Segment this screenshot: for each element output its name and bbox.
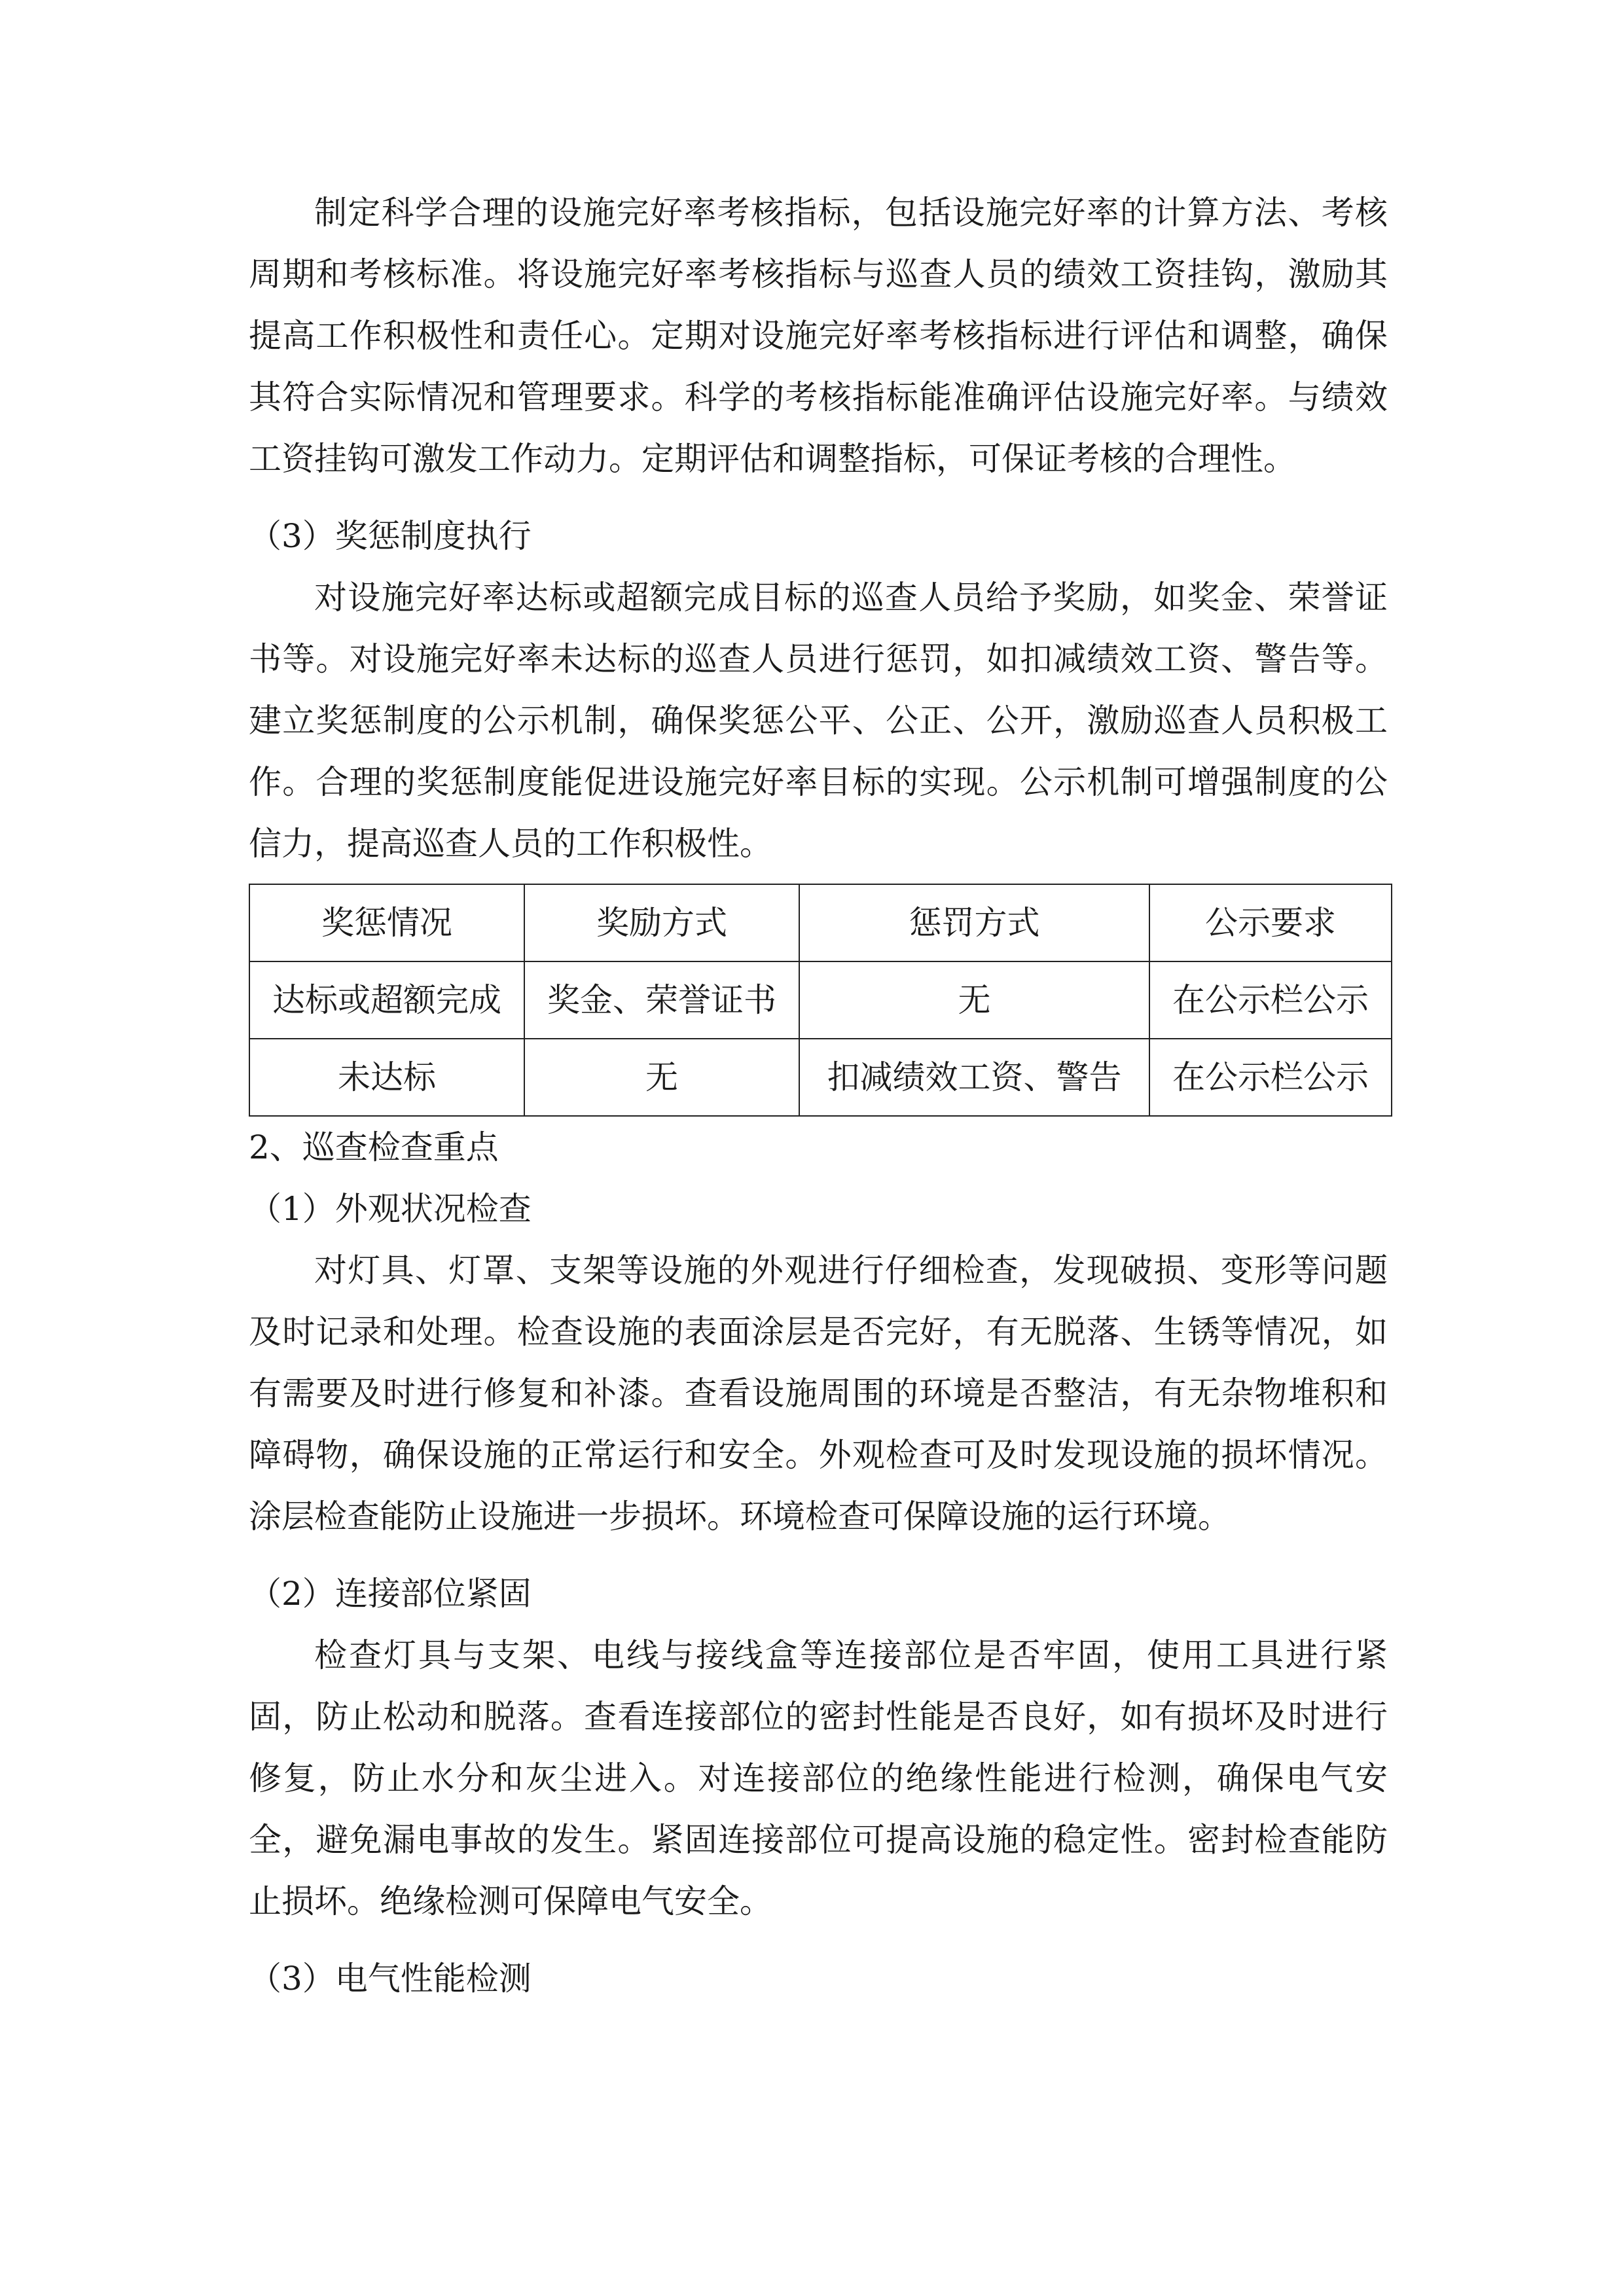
table-cell: 无	[799, 961, 1149, 1039]
connection-paragraph: 检查灯具与支架、电线与接线盒等连接部位是否牢固，使用工具进行紧固，防止松动和脱落。查看连接部位的密封性能是否良好，如有损坏及时进行修复，防止水分和灰尘进入。对连接部位的绝缘性能进行检测，确保电气安全，避免漏电事故的发生。紧固连接部位可提高设施的稳定性。密封检查能防止损坏。绝缘检测可保障电气安全。	[249, 1636, 1388, 1920]
table-cell: 在公示栏公示	[1149, 1039, 1392, 1116]
table-cell: 奖金、荣誉证书	[524, 961, 799, 1039]
document-page	[249, 182, 1388, 2009]
table-header-row	[249, 884, 1392, 961]
table-cell: 达标或超额完成	[249, 961, 524, 1039]
table-header-cell: 公示要求	[1149, 884, 1392, 961]
appearance-paragraph: 对灯具、灯罩、支架等设施的外观进行仔细检查，发现破损、变形等问题及时记录和处理。检查设施的表面涂层是否完好，有无脱落、生锈等情况，如有需要及时进行修复和补漆。查看设施周围的环境是否整洁，有无杂物堆积和障碍物，确保设施的正常运行和安全。外观检查可及时发现设施的损坏情况。涂层检查能防止设施进一步损坏。环境检查可保障设施的运行环境。	[249, 1251, 1388, 1535]
connection-heading: （2）连接部位紧固	[249, 1575, 532, 1613]
table-cell: 无	[524, 1039, 799, 1116]
table-row	[249, 1039, 1392, 1116]
table-cell: 在公示栏公示	[1149, 961, 1392, 1039]
appearance-heading: （1）外观状况检查	[249, 1190, 532, 1228]
table-header-cell: 奖惩情况	[249, 884, 524, 961]
table-cell: 扣减绩效工资、警告	[799, 1039, 1149, 1116]
table-row	[249, 961, 1392, 1039]
reward-table	[249, 884, 1392, 1117]
table-cell: 未达标	[249, 1039, 524, 1116]
intro-paragraph: 制定科学合理的设施完好率考核指标，包括设施完好率的计算方法、考核周期和考核标准。将设施完好率考核指标与巡查人员的绩效工资挂钩，激励其提高工作积极性和责任心。定期对设施完好率考核指标进行评估和调整，确保其符合实际情况和管理要求。科学的考核指标能准确评估设施完好率。与绩效工资挂钩可激发工作动力。定期评估和调整指标，可保证考核的合理性。	[249, 194, 1388, 478]
electrical-heading: （3）电气性能检测	[249, 1960, 532, 1998]
reward-paragraph: 对设施完好率达标或超额完成目标的巡查人员给予奖励，如奖金、荣誉证书等。对设施完好率未达标的巡查人员进行惩罚，如扣减绩效工资、警告等。建立奖惩制度的公示机制，确保奖惩公平、公正、公开，激励巡查人员积极工作。合理的奖惩制度能促进设施完好率目标的实现。公示机制可增强制度的公信力，提高巡查人员的工作积极性。	[249, 579, 1388, 863]
table-header-cell: 奖励方式	[524, 884, 799, 961]
table-header-cell: 惩罚方式	[799, 884, 1149, 961]
inspection-heading: 2、巡查检查重点	[249, 1128, 499, 1166]
reward-heading: （3）奖惩制度执行	[249, 517, 532, 555]
